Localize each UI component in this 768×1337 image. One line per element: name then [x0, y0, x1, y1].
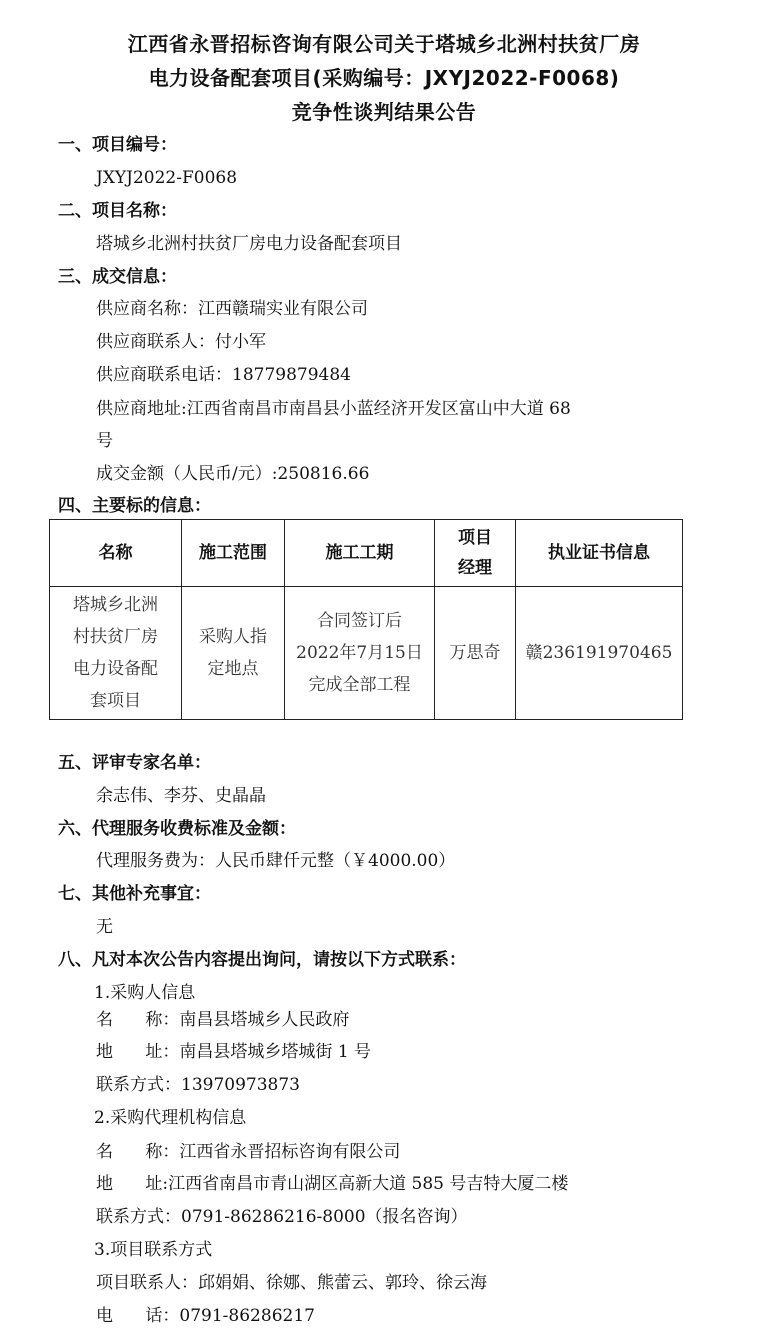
agency-fee: 代理服务费为：人民币肆仟元整（￥4000.00）: [96, 851, 456, 871]
header-name: 名称: [50, 520, 182, 587]
cell-certificate: 赣236191970465: [516, 587, 683, 720]
project-name: 塔城乡北洲村扶贫厂房电力设备配套项目: [96, 234, 402, 254]
section-2-heading: 二、项目名称：: [58, 201, 177, 221]
agency-address: 地 址:江西省南昌市青山湖区高新大道 585 号吉特大厦二楼: [96, 1174, 569, 1194]
cell-period-line-2: 2022年7月15日: [296, 643, 423, 663]
buyer-address: 地 址：南昌县塔城乡塔城街 1 号: [96, 1042, 372, 1062]
section-8-heading: 八、凡对本次公告内容提出询问，请按以下方式联系：: [58, 950, 466, 970]
header-manager-line-1: 项目: [458, 528, 492, 548]
expert-list: 余志伟、李芬、史晶晶: [96, 786, 266, 806]
cell-manager: 万思奇: [435, 587, 516, 720]
cell-name-line-1: 塔城乡北洲: [73, 595, 158, 615]
cell-scope-line-1: 采购人指: [199, 627, 267, 647]
section-3-heading: 三、成交信息：: [58, 267, 177, 287]
cell-period-line-1: 合同签订后: [317, 611, 402, 631]
title-line-2: 电力设备配套项目(采购编号：JXYJ2022-F0068): [148, 66, 620, 90]
header-period: 施工工期: [285, 520, 435, 587]
project-contact-people: 项目联系人：邱娟娟、徐娜、熊蕾云、郭玲、徐云海: [96, 1273, 487, 1293]
agency-info-title: 2.采购代理机构信息: [94, 1108, 247, 1128]
supplier-contact: 供应商联系人：付小军: [96, 332, 266, 352]
table-header-row: [50, 520, 683, 587]
other-matters: 无: [96, 917, 113, 937]
subject-info-table: [49, 519, 683, 720]
section-5-heading: 五、评审专家名单：: [58, 753, 211, 773]
cell-scope: [182, 587, 285, 720]
table-row: [50, 587, 683, 720]
section-7-heading: 七、其他补充事宜：: [58, 884, 211, 904]
cell-period-line-3: 完成全部工程: [308, 675, 411, 695]
section-4-heading: 四、主要标的信息：: [58, 496, 211, 516]
buyer-name: 名 称：南昌县塔城乡人民政府: [96, 1010, 350, 1030]
supplier-phone: 供应商联系电话：18779879484: [96, 365, 351, 385]
deal-amount: 成交金额（人民币/元）:250816.66: [96, 464, 370, 484]
cell-period: [285, 587, 435, 720]
cell-name-line-2: 村扶贫厂房: [73, 627, 158, 647]
supplier-address: 供应商地址:江西省南昌市南昌县小蓝经济开发区富山中大道 68: [96, 399, 571, 419]
buyer-info-title: 1.采购人信息: [94, 983, 196, 1003]
project-contact-title: 3.项目联系方式: [94, 1240, 213, 1260]
header-certificate: 执业证书信息: [516, 520, 683, 587]
supplier-address-cont: 号: [96, 431, 113, 451]
cell-name-line-4: 套项目: [90, 691, 141, 711]
cell-scope-line-2: 定地点: [207, 659, 259, 679]
buyer-contact: 联系方式：13970973873: [96, 1075, 300, 1095]
title-line-3: 竞争性谈判结果公告: [291, 100, 477, 124]
section-1-heading: 一、项目编号：: [58, 135, 177, 155]
cell-name: [50, 587, 182, 720]
cell-name-line-3: 电力设备配: [73, 659, 158, 679]
agency-name: 名 称：江西省永晋招标咨询有限公司: [96, 1142, 401, 1162]
supplier-name: 供应商名称：江西赣瑞实业有限公司: [96, 299, 368, 319]
project-number: JXYJ2022-F0068: [96, 168, 238, 188]
project-contact-phone: 电 话：0791-86286217: [96, 1306, 315, 1326]
title-line-1: 江西省永晋招标咨询有限公司关于塔城乡北洲村扶贫厂房: [127, 32, 641, 56]
header-scope: 施工范围: [182, 520, 285, 587]
header-manager-line-2: 经理: [458, 558, 492, 578]
section-6-heading: 六、代理服务收费标准及金额：: [58, 819, 296, 839]
agency-contact: 联系方式：0791-86286216-8000（报名咨询）: [96, 1207, 468, 1227]
header-manager: [435, 520, 516, 587]
